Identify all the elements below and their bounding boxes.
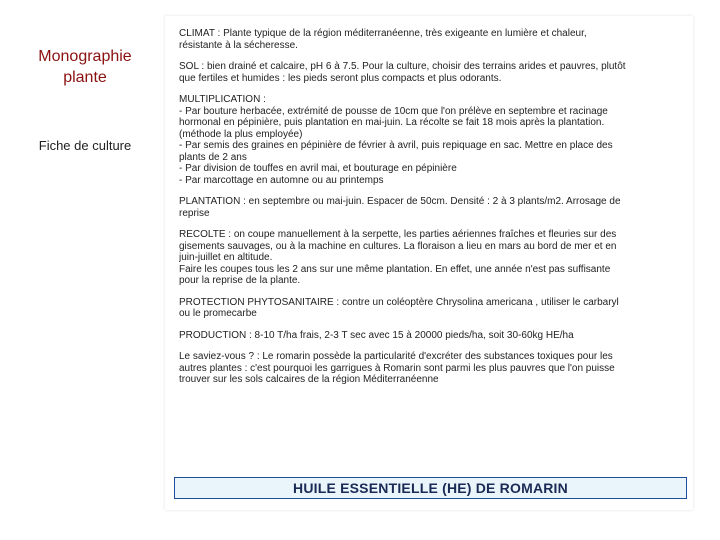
slide-title-line-2: plante [63, 69, 107, 86]
text-line: hormonal en pépinière, puis plantation en mai-juin. La récolte se fait 18 mois après la plantation. [179, 117, 605, 128]
text-line: - Par semis des graines en pépinière de février à avril, puis repiquage en sac. Mettre en place des [179, 140, 613, 151]
section-sol [179, 61, 683, 84]
text-line: Le saviez-vous ? : Le romarin possède la particularité d'excréter des substances toxiques pour les [179, 351, 613, 362]
text-line: Faire les coupes tous les 2 ans sur une même plantation. En effet, une année n'est pas suffisante [179, 263, 611, 275]
text-line: RECOLTE : on coupe manuellement à la serpette, les parties aériennes fraîches et fleuries sur des [179, 229, 617, 240]
text-line: CLIMAT : Plante typique de la région méditerranéenne, très exigeante en lumière et chaleur, [179, 28, 587, 39]
text-line: juin-juillet en altitude. [179, 252, 273, 263]
text-line: SOL : bien drainé et calcaire, pH 6 à 7.5. Pour la culture, choisir des terrains arides et pauvres, plutôt [179, 61, 626, 72]
slide-left-panel [0, 0, 165, 540]
text-line: gisements sauvages, ou à la machine en cultures. La floraison a lieu en mars au bord de mer et en [179, 240, 617, 252]
text-line: que fertiles et humides : les pieds seront plus compacts et plus odorants. [179, 72, 502, 84]
text-line: MULTIPLICATION : [179, 94, 266, 105]
text-line: - Par division de touffes en avril mai, et bouturage en pépinière [179, 163, 457, 174]
text-line: PLANTATION : en septembre ou mai-juin. Espacer de 50cm. Densité : 2 à 3 plants/m2. Arrosage de [179, 196, 621, 207]
slide-title-line-1: Monographie [38, 48, 132, 65]
text-line: plants de 2 ans [179, 151, 247, 163]
text-line: autres plantes : c'est pourquoi les garrigues à Romarin sont parmi les plus pauvres que l'on puisse [179, 362, 615, 374]
section-le-saviez-vous [179, 351, 683, 386]
document-text [179, 28, 683, 396]
text-line: PRODUCTION : 8-10 T/ha frais, 2-3 T sec avec 15 à 20000 pieds/ha, soit 30-60kg HE/ha [179, 329, 574, 341]
section-recolte [179, 229, 683, 287]
section-climat [179, 28, 683, 51]
section-protection [179, 297, 683, 320]
text-line: pour la reprise de la plante. [179, 275, 301, 286]
section-plantation [179, 196, 683, 219]
text-line: reprise [179, 207, 210, 219]
text-line: ou le promecarbe [179, 308, 257, 319]
essential-oil-title-banner: HUILE ESSENTIELLE (HE) DE ROMARIN [174, 477, 687, 499]
section-multiplication [179, 94, 683, 186]
text-line: trouver sur les sols calcaires de la région Méditerranéenne [179, 374, 439, 385]
slide-subtitle: Fiche de culture [38, 138, 132, 153]
text-line: PROTECTION PHYTOSANITAIRE : contre un coléoptère Chrysolina americana , utiliser le carbaryl [179, 296, 619, 308]
section-production [179, 330, 683, 342]
text-line: résistante à la sécheresse. [179, 39, 298, 51]
text-line: (méthode la plus employée) [179, 128, 303, 140]
slide-title [10, 46, 160, 88]
text-line: - Par marcottage en automne ou au printemps [179, 174, 384, 186]
text-line: - Par bouture herbacée, extrémité de pousse de 10cm que l'on prélève en septembre et racinage [179, 105, 608, 117]
